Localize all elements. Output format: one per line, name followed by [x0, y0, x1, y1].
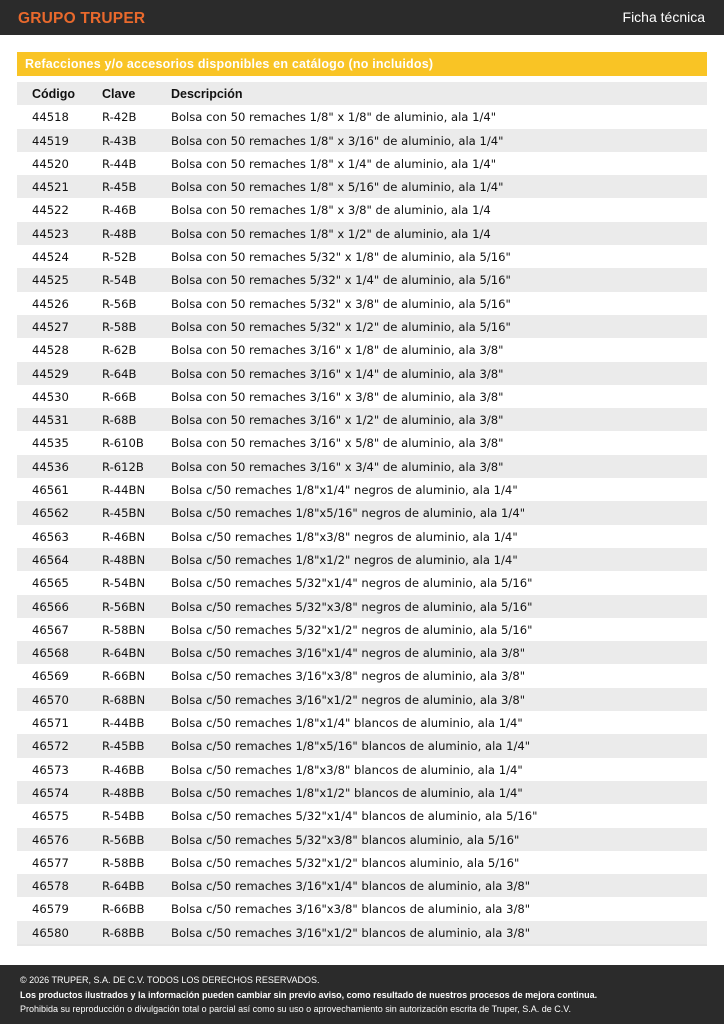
table-row: [17, 362, 707, 385]
cell-key: R-610B: [102, 436, 144, 451]
table-row: [17, 641, 707, 664]
cell-key: R-44B: [102, 156, 137, 171]
document-type-label: Ficha técnica: [622, 9, 705, 25]
column-header-key: Clave: [102, 87, 136, 101]
table-row: [17, 664, 707, 687]
cell-description: Bolsa con 50 remaches 5/32" x 1/4" de aluminio, ala 5/16": [171, 273, 511, 288]
table-row: [17, 245, 707, 268]
cell-code: 46571: [32, 716, 69, 731]
cell-code: 46577: [32, 855, 69, 870]
column-header-description: Descripción: [171, 87, 243, 101]
cell-description: Bolsa con 50 remaches 3/16" x 1/2" de aluminio, ala 3/8": [171, 413, 504, 428]
cell-key: R-68BN: [102, 692, 146, 707]
table-row: [17, 711, 707, 734]
cell-code: 46566: [32, 599, 69, 614]
cell-code: 46576: [32, 832, 69, 847]
cell-key: R-46B: [102, 203, 137, 218]
cell-description: Bolsa c/50 remaches 5/32"x3/8" blancos aluminio, ala 5/16": [171, 832, 520, 847]
cell-code: 44530: [32, 389, 69, 404]
cell-key: R-64B: [102, 366, 137, 381]
cell-description: Bolsa con 50 remaches 3/16" x 1/4" de aluminio, ala 3/8": [171, 366, 504, 381]
cell-key: R-46BB: [102, 762, 145, 777]
cell-code: 44525: [32, 273, 69, 288]
cell-code: 44531: [32, 413, 69, 428]
cell-description: Bolsa con 50 remaches 3/16" x 3/4" de aluminio, ala 3/8": [171, 459, 504, 474]
cell-code: 46573: [32, 762, 69, 777]
cell-key: R-612B: [102, 459, 144, 474]
table-row: [17, 292, 707, 315]
table-row: [17, 734, 707, 757]
parts-table: [17, 82, 707, 946]
cell-description: Bolsa c/50 remaches 1/8"x5/16" blancos de aluminio, ala 1/4": [171, 739, 531, 754]
cell-code: 44535: [32, 436, 69, 451]
cell-description: Bolsa c/50 remaches 5/32"x3/8" negros de aluminio, ala 5/16": [171, 599, 533, 614]
table-row: [17, 921, 707, 944]
cell-key: R-58BB: [102, 855, 145, 870]
cell-description: Bolsa c/50 remaches 5/32"x1/4" blancos de aluminio, ala 5/16": [171, 809, 538, 824]
cell-code: 46578: [32, 879, 69, 894]
cell-key: R-68BB: [102, 925, 145, 940]
table-row: [17, 408, 707, 431]
column-header-code: Código: [32, 87, 76, 101]
cell-description: Bolsa con 50 remaches 1/8" x 1/8" de aluminio, ala 1/4": [171, 110, 497, 125]
cell-key: R-64BB: [102, 879, 145, 894]
table-row: [17, 595, 707, 618]
cell-key: R-45BN: [102, 506, 146, 521]
cell-code: 46572: [32, 739, 69, 754]
cell-key: R-56BN: [102, 599, 146, 614]
cell-code: 46575: [32, 809, 69, 824]
cell-code: 46574: [32, 785, 69, 800]
cell-code: 46562: [32, 506, 69, 521]
cell-description: Bolsa con 50 remaches 1/8" x 3/16" de aluminio, ala 1/4": [171, 133, 504, 148]
cell-key: R-48BN: [102, 552, 146, 567]
table-row: [17, 618, 707, 641]
table-row: [17, 268, 707, 291]
table-row: [17, 851, 707, 874]
cell-description: Bolsa c/50 remaches 1/8"x1/4" blancos de aluminio, ala 1/4": [171, 716, 523, 731]
table-row: [17, 804, 707, 827]
cell-description: Bolsa c/50 remaches 1/8"x1/2" negros de aluminio, ala 1/4": [171, 552, 518, 567]
cell-key: R-54B: [102, 273, 137, 288]
table-row: [17, 385, 707, 408]
table-row: [17, 175, 707, 198]
table-row: [17, 431, 707, 454]
table-row: [17, 897, 707, 920]
cell-key: R-66BN: [102, 669, 146, 684]
cell-code: 46563: [32, 529, 69, 544]
cell-code: 44528: [32, 343, 69, 358]
footer: [0, 965, 724, 1024]
cell-code: 44521: [32, 180, 69, 195]
cell-description: Bolsa c/50 remaches 3/16"x1/4" negros de aluminio, ala 3/8": [171, 646, 526, 661]
cell-key: R-52B: [102, 250, 137, 265]
cell-key: R-46BN: [102, 529, 146, 544]
cell-code: 44522: [32, 203, 69, 218]
cell-description: Bolsa con 50 remaches 3/16" x 1/8" de aluminio, ala 3/8": [171, 343, 504, 358]
table-row: [17, 198, 707, 221]
table-row: [17, 758, 707, 781]
cell-code: 44523: [32, 226, 69, 241]
cell-code: 46564: [32, 552, 69, 567]
cell-description: Bolsa c/50 remaches 1/8"x1/2" blancos de aluminio, ala 1/4": [171, 785, 523, 800]
cell-description: Bolsa c/50 remaches 3/16"x3/8" blancos de aluminio, ala 3/8": [171, 902, 531, 917]
cell-description: Bolsa c/50 remaches 1/8"x1/4" negros de aluminio, ala 1/4": [171, 483, 518, 498]
cell-description: Bolsa con 50 remaches 1/8" x 3/8" de aluminio, ala 1/4: [171, 203, 491, 218]
brand-logo: GRUPO TRUPER: [18, 10, 146, 27]
cell-description: Bolsa c/50 remaches 1/8"x3/8" negros de aluminio, ala 1/4": [171, 529, 518, 544]
cell-description: Bolsa c/50 remaches 3/16"x1/4" blancos de aluminio, ala 3/8": [171, 879, 531, 894]
cell-key: R-45BB: [102, 739, 145, 754]
cell-key: R-56BB: [102, 832, 145, 847]
cell-key: R-66BB: [102, 902, 145, 917]
table-row: [17, 222, 707, 245]
cell-key: R-44BN: [102, 483, 146, 498]
cell-code: 46579: [32, 902, 69, 917]
cell-key: R-68B: [102, 413, 137, 428]
cell-description: Bolsa con 50 remaches 5/32" x 3/8" de aluminio, ala 5/16": [171, 296, 511, 311]
table-row: [17, 548, 707, 571]
cell-description: Bolsa con 50 remaches 5/32" x 1/8" de aluminio, ala 5/16": [171, 250, 511, 265]
cell-code: 44519: [32, 133, 69, 148]
cell-code: 46567: [32, 622, 69, 637]
section-header: [17, 52, 707, 76]
cell-code: 44526: [32, 296, 69, 311]
cell-key: R-62B: [102, 343, 137, 358]
cell-code: 44518: [32, 110, 69, 125]
cell-key: R-58BN: [102, 622, 146, 637]
cell-description: Bolsa con 50 remaches 1/8" x 5/16" de aluminio, ala 1/4": [171, 180, 504, 195]
table-row: [17, 781, 707, 804]
footer-copyright: © 2026 TRUPER, S.A. DE C.V. TODOS LOS DERECHOS RESERVADOS.: [20, 975, 320, 985]
top-bar: [0, 0, 724, 35]
cell-key: R-45B: [102, 180, 137, 195]
cell-description: Bolsa c/50 remaches 5/32"x1/2" negros de aluminio, ala 5/16": [171, 622, 533, 637]
cell-code: 44527: [32, 319, 69, 334]
footer-notice: Los productos ilustrados y la información pueden cambiar sin previo aviso, como resultado de nuestros procesos de mejora continua.: [20, 990, 598, 1000]
table-row: [17, 571, 707, 594]
cell-key: R-48BB: [102, 785, 145, 800]
cell-description: Bolsa con 50 remaches 3/16" x 5/8" de aluminio, ala 3/8": [171, 436, 504, 451]
cell-key: R-44BB: [102, 716, 145, 731]
cell-key: R-66B: [102, 389, 137, 404]
cell-code: 46570: [32, 692, 69, 707]
cell-description: Bolsa c/50 remaches 3/16"x1/2" blancos de aluminio, ala 3/8": [171, 925, 531, 940]
cell-code: 44536: [32, 459, 69, 474]
table-row: [17, 501, 707, 524]
cell-description: Bolsa c/50 remaches 5/32"x1/4" negros de aluminio, ala 5/16": [171, 576, 533, 591]
table-row: [17, 828, 707, 851]
cell-key: R-48B: [102, 226, 137, 241]
cell-description: Bolsa con 50 remaches 1/8" x 1/4" de aluminio, ala 1/4": [171, 156, 497, 171]
cell-description: Bolsa c/50 remaches 3/16"x1/2" negros de aluminio, ala 3/8": [171, 692, 526, 707]
table-header-row: [17, 82, 707, 105]
table-row: [17, 455, 707, 478]
cell-code: 44520: [32, 156, 69, 171]
cell-key: R-43B: [102, 133, 137, 148]
cell-description: Bolsa c/50 remaches 5/32"x1/2" blancos aluminio, ala 5/16": [171, 855, 520, 870]
footer-legal: Prohibida su reproducción o divulgación total o parcial así como su uso o aprovechamiento sin autorización escrita de Truper, S.A. de C.V.: [20, 1004, 571, 1014]
cell-code: 46565: [32, 576, 69, 591]
table-row: [17, 525, 707, 548]
table-row: [17, 315, 707, 338]
cell-description: Bolsa con 50 remaches 1/8" x 1/2" de aluminio, ala 1/4: [171, 226, 491, 241]
cell-description: Bolsa con 50 remaches 5/32" x 1/2" de aluminio, ala 5/16": [171, 319, 511, 334]
table-row: [17, 874, 707, 897]
cell-key: R-58B: [102, 319, 137, 334]
cell-code: 46569: [32, 669, 69, 684]
cell-key: R-54BN: [102, 576, 146, 591]
cell-code: 44524: [32, 250, 69, 265]
cell-code: 46580: [32, 925, 69, 940]
cell-key: R-64BN: [102, 646, 146, 661]
cell-description: Bolsa c/50 remaches 3/16"x3/8" negros de aluminio, ala 3/8": [171, 669, 526, 684]
cell-key: R-54BB: [102, 809, 145, 824]
cell-description: Bolsa c/50 remaches 1/8"x5/16" negros de aluminio, ala 1/4": [171, 506, 526, 521]
table-row: [17, 338, 707, 361]
section-title: Refacciones y/o accesorios disponibles en catálogo (no incluidos): [25, 57, 434, 71]
cell-code: 46568: [32, 646, 69, 661]
cell-description: Bolsa c/50 remaches 1/8"x3/8" blancos de aluminio, ala 1/4": [171, 762, 523, 777]
cell-key: R-42B: [102, 110, 137, 125]
cell-code: 46561: [32, 483, 69, 498]
table-row: [17, 688, 707, 711]
cell-description: Bolsa con 50 remaches 3/16" x 3/8" de aluminio, ala 3/8": [171, 389, 504, 404]
table-row: [17, 105, 707, 128]
cell-key: R-56B: [102, 296, 137, 311]
table-row: [17, 152, 707, 175]
table-row: [17, 478, 707, 501]
table-row: [17, 129, 707, 152]
cell-code: 44529: [32, 366, 69, 381]
